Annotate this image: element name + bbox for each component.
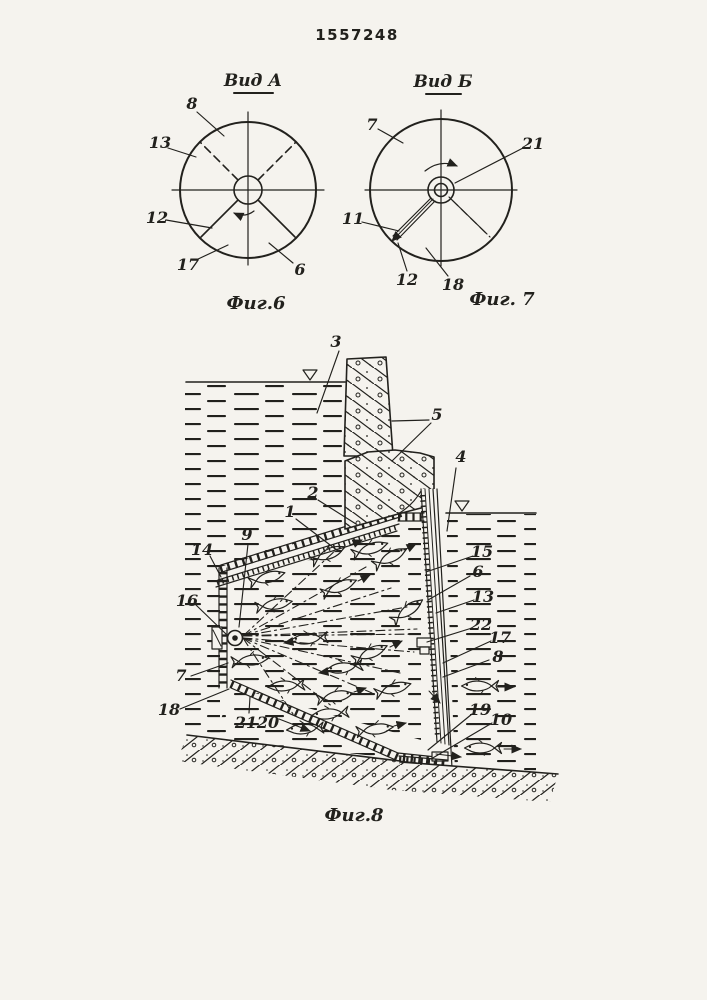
fig6-view-title: Вид А (223, 71, 283, 91)
fig7-ref-21: 21 (521, 134, 545, 153)
fig6-ref-13: 13 (148, 133, 172, 152)
fig8-ref-13: 13 (471, 587, 495, 606)
fig8-ref-16: 16 (175, 591, 199, 610)
fig6-ref-12: 12 (145, 208, 169, 227)
fig8-ref-18: 18 (157, 700, 181, 719)
fig8-ref-15: 15 (470, 542, 494, 561)
fig7-ref-11: 11 (341, 209, 365, 228)
fig7-view-title: Вид Б (413, 72, 473, 92)
fig6-ref-17: 17 (176, 255, 200, 274)
fig8-ref-6: 6 (472, 562, 484, 581)
fig8-ref-5: 5 (431, 405, 443, 424)
fig7-ref-7: 7 (366, 115, 378, 134)
fig8-ref-8: 8 (492, 647, 504, 666)
fig8-ref-7: 7 (175, 666, 187, 685)
fig7-ref-18: 18 (441, 275, 465, 294)
fig8-ref-19: 19 (468, 700, 492, 719)
fig6-ref-6: 6 (294, 260, 306, 279)
fig8-ref-17: 17 (488, 628, 512, 647)
fig8-ref-21: 21 (234, 713, 258, 732)
fig8-ref-2: 2 (307, 483, 319, 502)
fig7-ref-12: 12 (395, 270, 419, 289)
patent-number: 1557248 (315, 26, 399, 44)
fig8-caption: Фиг.8 (324, 805, 384, 826)
fig8-ref-4: 4 (455, 447, 467, 466)
fig7-caption: Фиг. 7 (469, 289, 535, 310)
fig6-ref-8: 8 (186, 94, 198, 113)
fig8-ref-20: 20 (256, 713, 280, 732)
fig8-ref-9: 9 (241, 525, 253, 544)
fig6-caption: Фиг.6 (226, 293, 286, 314)
fig8-ref-10: 10 (489, 710, 513, 729)
gate-bracket (417, 638, 431, 647)
fig8-ref-22: 22 (469, 615, 493, 634)
fig8-ref-3: 3 (330, 332, 342, 351)
fig8-ref-14: 14 (190, 540, 214, 559)
fig8-ref-1: 1 (284, 502, 296, 521)
